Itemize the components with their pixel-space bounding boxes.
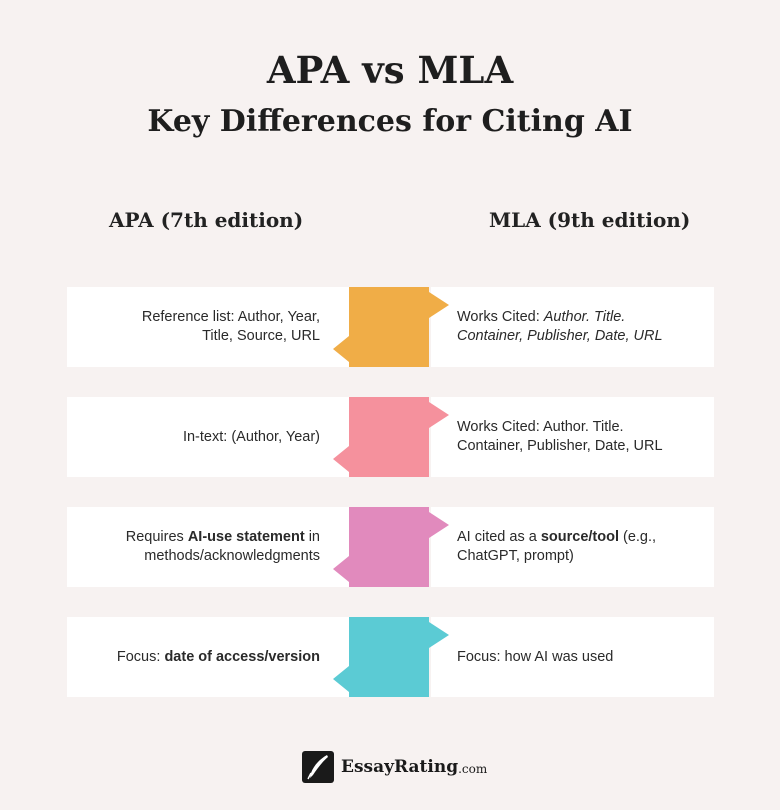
mla-cell-text [457, 397, 707, 477]
mla-cell-text [457, 287, 707, 367]
cell-text-segment: Works Cited: [457, 309, 544, 325]
cell-text-segment: AI cited as a [457, 529, 541, 545]
cell-text-segment: (e.g., [618, 529, 657, 545]
connector-shape [333, 617, 449, 697]
quill-pen-icon [302, 751, 334, 783]
cell-text-segment: Container, Publisher, Date, URL [457, 438, 663, 454]
brand-name: EssayRating [341, 757, 459, 777]
cell-text-segment: Focus: how AI was used [457, 648, 614, 665]
arrow-connector [333, 397, 449, 477]
cell-text-segment: Works Cited: Author. Title. [457, 419, 624, 435]
mla-column-header: MLA (9th edition) [489, 208, 691, 232]
connector-shape [333, 507, 449, 587]
connector-shape [333, 397, 449, 477]
cell-text-segment: In-text: (Author, Year) [182, 428, 320, 445]
cell-text-segment: source/tool [540, 529, 619, 545]
connector-shape [333, 287, 449, 367]
cell-text-segment: Reference list: Author, Year, [141, 309, 320, 325]
brand-domain: .com [458, 761, 488, 776]
page-subtitle: Key Differences for Citing AI [147, 104, 633, 139]
cell-text-segment: AI-use statement [187, 529, 305, 545]
cell-text-segment: Focus: [116, 648, 165, 665]
comparison-row [67, 397, 714, 477]
arrow-connector [333, 617, 449, 697]
mla-cell-text [457, 617, 707, 697]
cell-text-segment: date of access/version [164, 648, 320, 665]
apa-column-header: APA (7th edition) [109, 208, 304, 232]
page-title: APA vs MLA [266, 48, 514, 92]
comparison-row [67, 617, 714, 697]
footer-brand [302, 750, 487, 784]
cell-text-segment: Title, Source, URL [202, 328, 320, 344]
comparison-row [67, 507, 714, 587]
mla-cell-text [457, 507, 707, 587]
cell-text-segment: Requires [125, 529, 188, 545]
arrow-connector [333, 507, 449, 587]
cell-text-segment: Container, Publisher, Date, URL [457, 328, 663, 344]
cell-text-segment: Author. Title. [543, 309, 626, 325]
apa-cell-text [67, 507, 320, 587]
apa-cell-text [67, 287, 320, 367]
cell-text-segment: in [304, 529, 320, 545]
apa-cell-text [67, 617, 320, 697]
comparison-row [67, 287, 714, 367]
apa-cell-text [67, 397, 320, 477]
arrow-connector [333, 287, 449, 367]
cell-text-segment: methods/acknowledgments [144, 548, 320, 564]
cell-text-segment: ChatGPT, prompt) [457, 548, 574, 564]
